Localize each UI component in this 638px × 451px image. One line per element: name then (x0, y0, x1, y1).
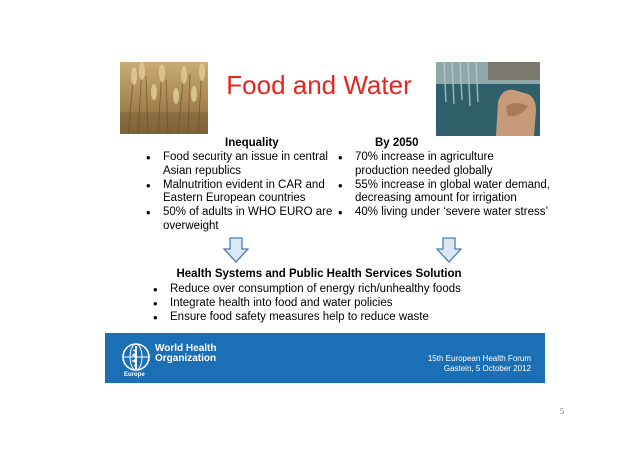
org-name-line2: Organization (155, 353, 217, 364)
event-date: Gastein, 5 October 2012 (443, 364, 531, 373)
list-item: • 40% living under ‘severe water stress’ (355, 206, 550, 220)
by2050-section (355, 137, 550, 220)
list-item: • 55% increase in global water demand, decreasing amount for irrigation (355, 179, 550, 207)
by2050-heading: By 2050 (375, 137, 419, 149)
hands-water-photo (436, 62, 540, 136)
page-number: 5 (560, 407, 564, 416)
list-item: • Integrate health into food and water policies (170, 297, 500, 311)
who-wordmark (155, 344, 216, 364)
wheat-photo (120, 62, 208, 134)
list-item: • 50% of adults in WHO EURO are overweight (163, 206, 333, 234)
inequality-section (163, 137, 333, 234)
region-label: Europe (124, 372, 145, 378)
event-info (428, 354, 531, 374)
down-arrow-icon (436, 237, 462, 263)
solution-heading: Health Systems and Public Health Services Solution (176, 268, 462, 280)
list-item: • Ensure food safety measures help to reduce waste (170, 311, 500, 325)
list-item: • Malnutrition evident in CAR and Eastern European countries (163, 179, 333, 207)
list-item: • Food security an issue in central Asian republics (163, 151, 333, 179)
solution-list (170, 283, 500, 324)
footer-banner (105, 333, 545, 383)
down-arrow-icon (223, 237, 249, 263)
org-name-line1: World Health (155, 343, 217, 354)
by2050-list (355, 151, 550, 220)
list-item: • 70% increase in agriculture production needed globally (355, 151, 550, 179)
event-name: 15th European Health Forum (427, 354, 531, 363)
who-emblem-icon (121, 342, 151, 372)
inequality-heading: Inequality (225, 137, 279, 149)
slide-title: Food and Water (226, 70, 412, 100)
list-item: • Reduce over consumption of energy rich/unhealthy foods (170, 283, 500, 297)
inequality-list (163, 151, 333, 234)
